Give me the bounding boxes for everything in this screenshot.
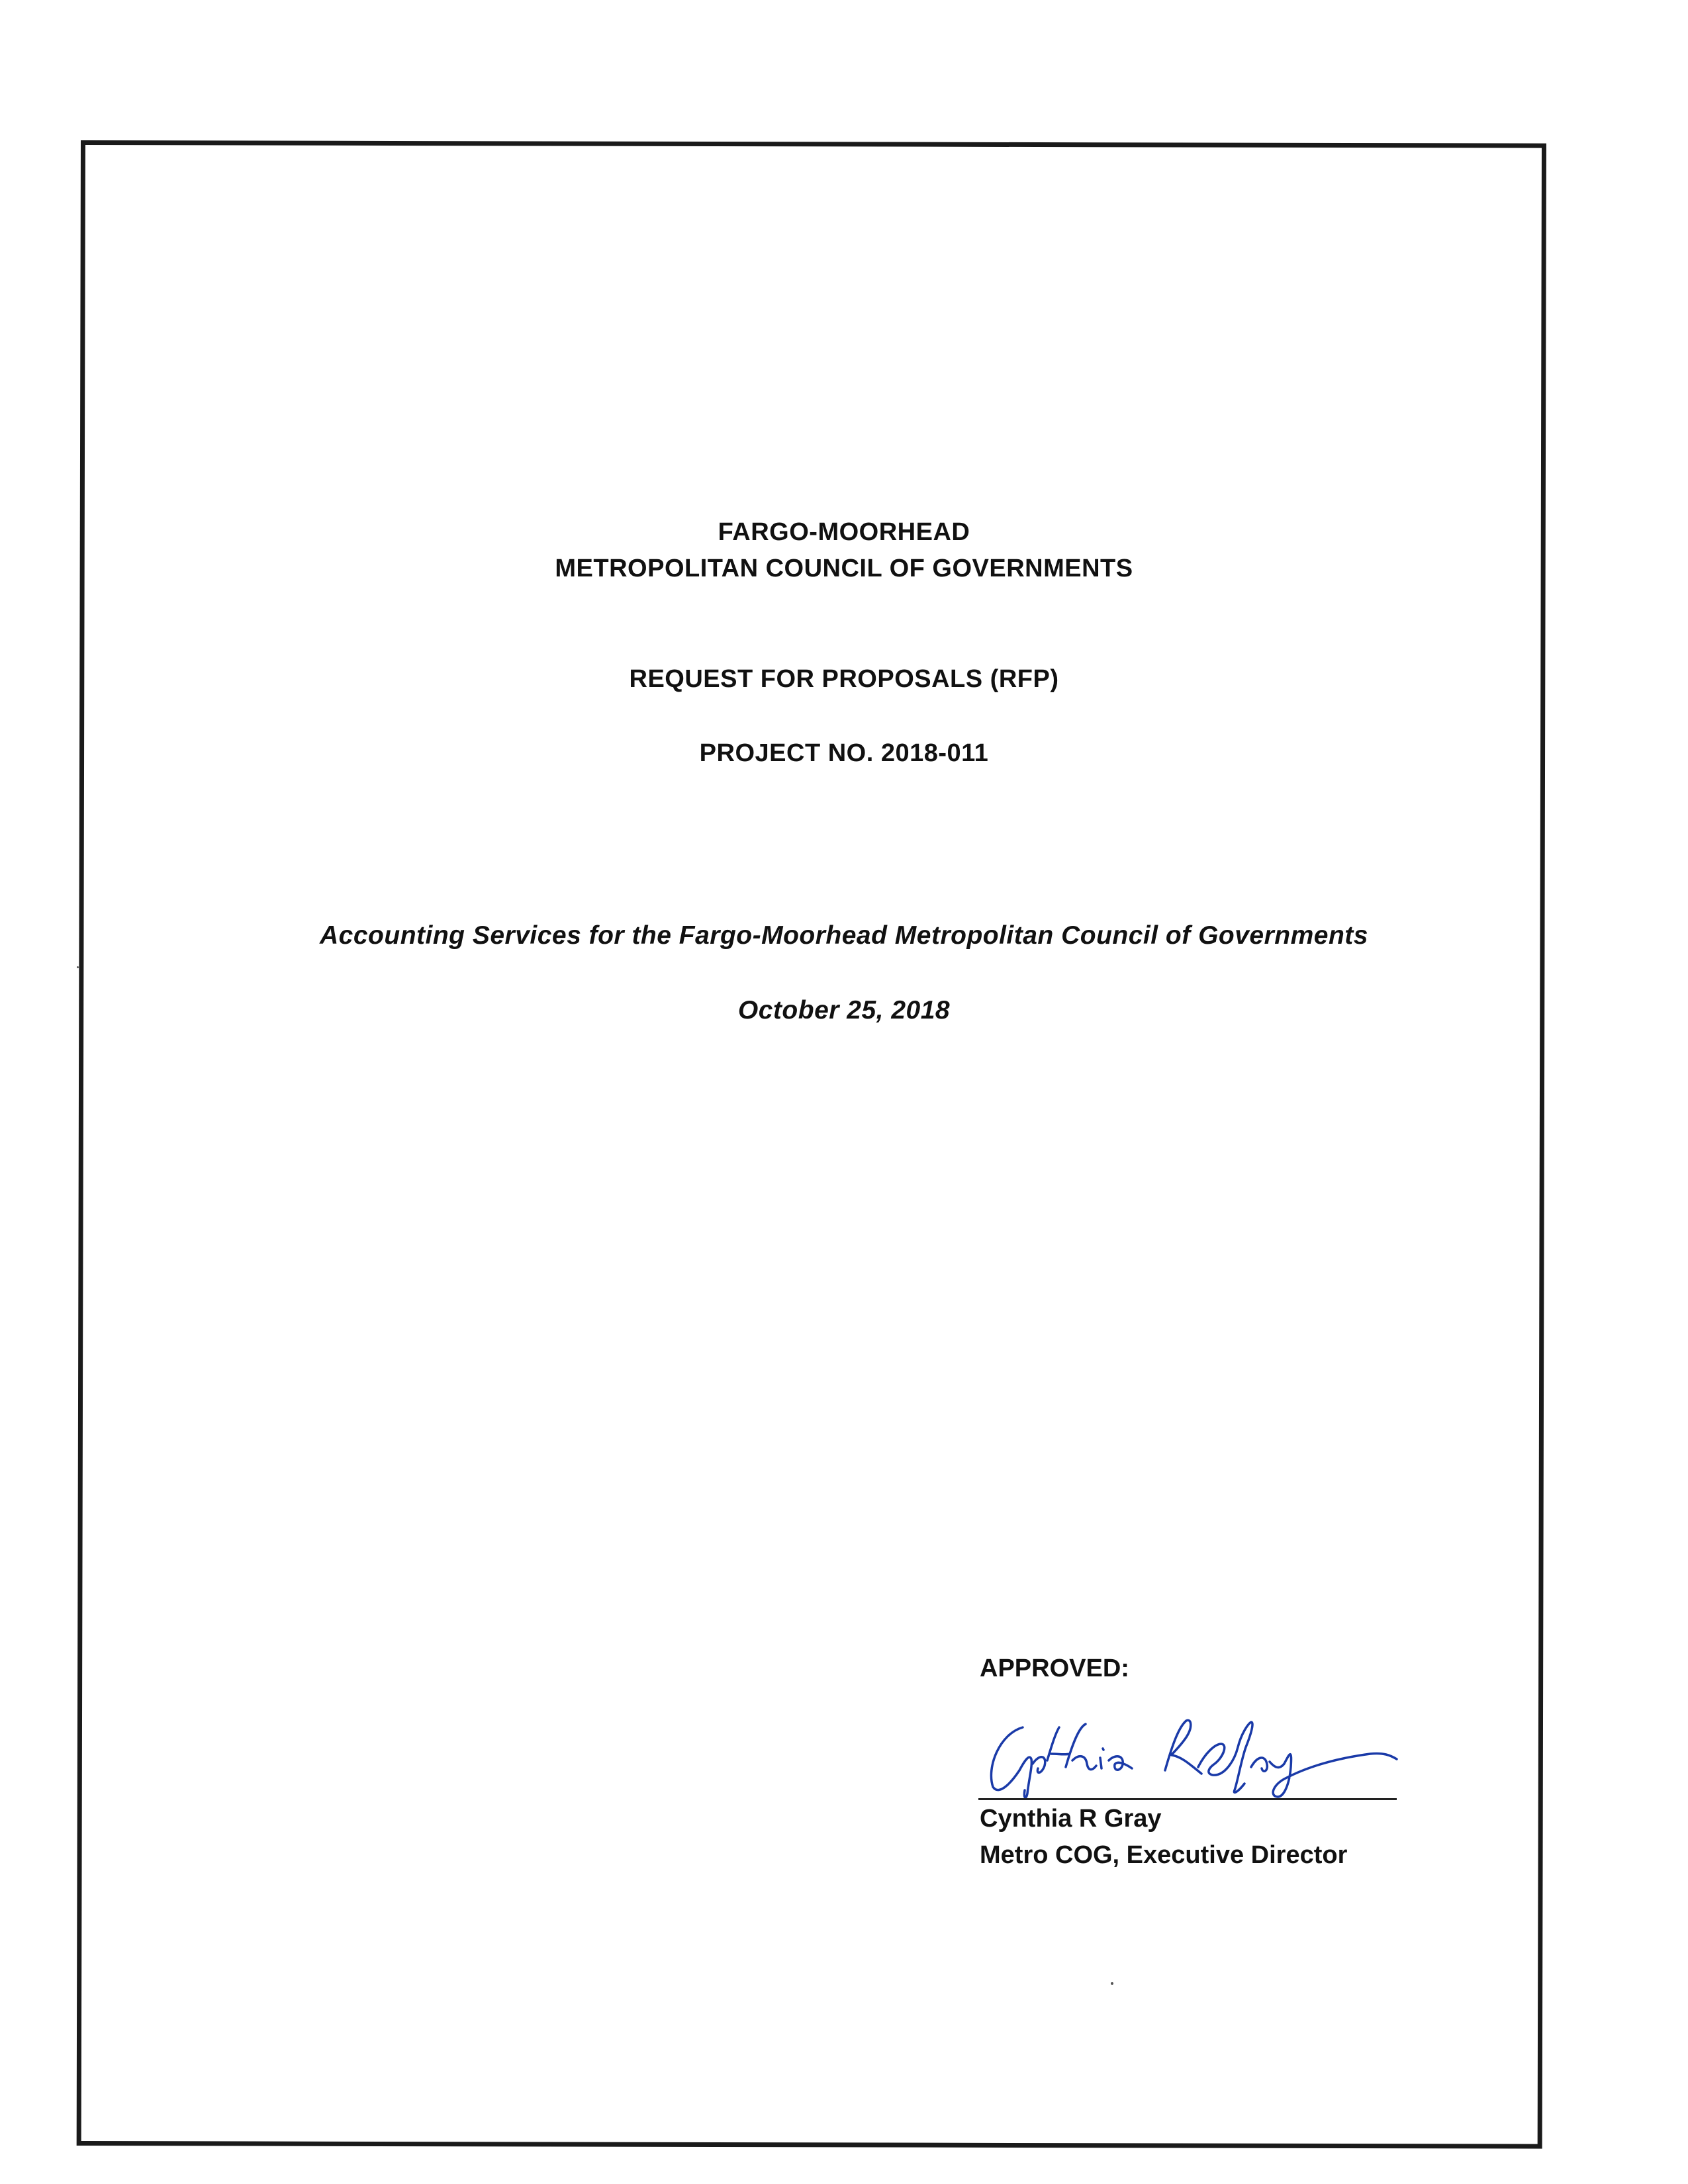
signer-name: Cynthia R Gray (980, 1805, 1162, 1833)
signer-title: Metro COG, Executive Director (980, 1841, 1348, 1869)
rfp-subject-title: Accounting Services for the Fargo-Moorhead Metropolitan Council of Governments (320, 921, 1368, 950)
org-name-line1: FARGO-MOORHEAD (718, 518, 970, 546)
org-name-line2: METROPOLITAN COUNCIL OF GOVERNMENTS (555, 555, 1133, 582)
rfp-date: October 25, 2018 (737, 996, 951, 1024)
signature-image (973, 1707, 1410, 1800)
project-number: PROJECT NO. 2018-011 (699, 739, 989, 767)
scan-speck (1111, 1982, 1113, 1985)
scan-speck (77, 966, 79, 968)
approved-label: APPROVED: (980, 1655, 1129, 1682)
signature-line (978, 1798, 1397, 1800)
document-type: REQUEST FOR PROPOSALS (RFP) (629, 665, 1059, 693)
